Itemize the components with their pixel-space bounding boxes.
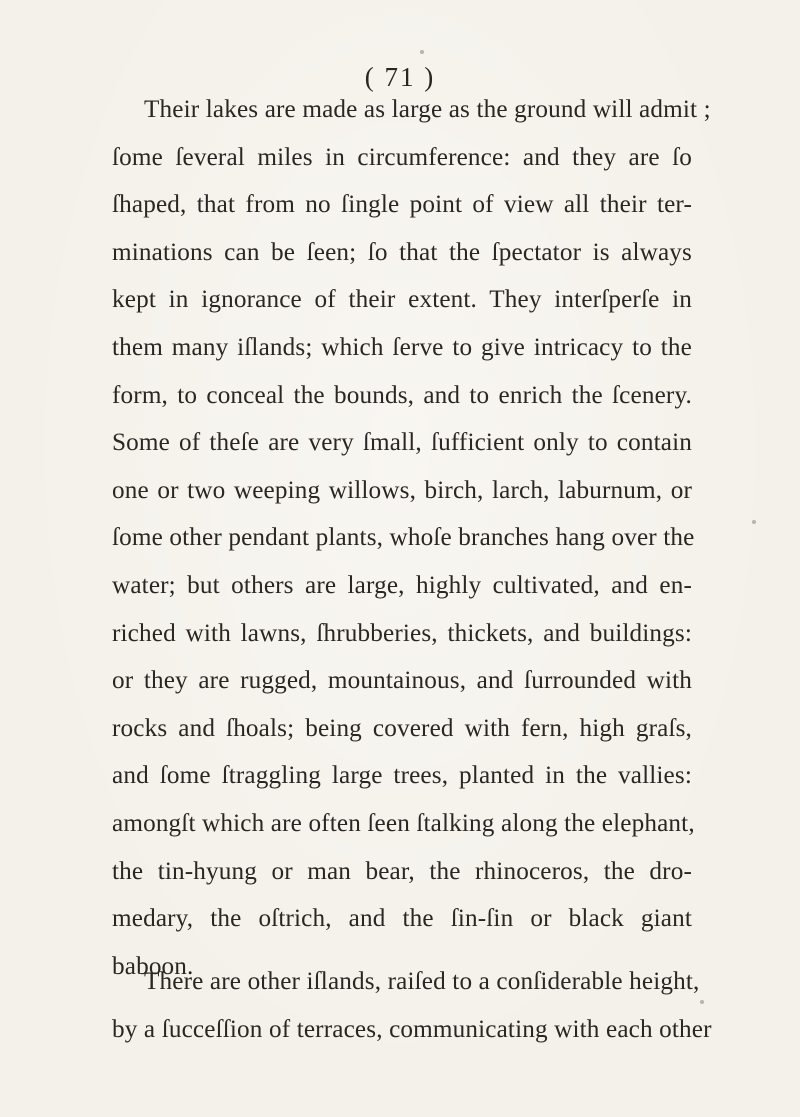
- text-line: one or two weeping willows, birch, larch, laburnum, or: [112, 476, 692, 504]
- paragraph-2: [112, 958, 712, 1053]
- paper-speck: [420, 50, 424, 54]
- text-line: Some of theſe are very ſmall, ſufficient only to contain: [112, 429, 692, 457]
- text-line: Their lakes are made as large as the ground will admit ;: [144, 96, 711, 123]
- paragraph-1: [112, 86, 711, 990]
- text-line: them many iſlands; which ſerve to give intricacy to the: [112, 333, 692, 361]
- paper-speck: [752, 520, 756, 524]
- text-line: medary, the oſtrich, and the ſin-ſin or black giant: [112, 905, 692, 933]
- text-line: rocks and ſhoals; being covered with fern, high graſs,: [112, 714, 692, 742]
- paper-speck: [700, 1000, 704, 1004]
- text-line: riched with lawns, ſhrubberies, thickets, and buildings:: [112, 619, 692, 647]
- text-line: the tin-hyung or man bear, the rhinoceros, the dro-: [112, 857, 692, 885]
- text-line: baboon.: [112, 952, 194, 980]
- text-line: ſome other pendant plants, whoſe branches hang over the: [112, 524, 695, 552]
- text-line: minations can be ſeen; ſo that the ſpectator is always: [112, 238, 692, 266]
- text-line: form, to conceal the bounds, and to enrich the ſcenery.: [112, 381, 692, 409]
- page-number: ( 71 ): [364, 62, 436, 92]
- text-line: ſome ſeveral miles in circumference: and they are ſo: [112, 143, 692, 171]
- text-line: amongſt which are often ſeen ſtalking along the elephant,: [112, 809, 695, 837]
- text-line: by a ſucceſſion of terraces, communicating with each other: [112, 1015, 712, 1043]
- text-line: ſhaped, that from no ſingle point of view all their ter-: [112, 191, 692, 219]
- text-line: There are other iſlands, raiſed to a conſiderable height,: [144, 968, 700, 995]
- text-line: or they are rugged, mountainous, and ſurrounded with: [112, 667, 692, 695]
- text-line: water; but others are large, highly cultivated, and en-: [112, 571, 692, 599]
- text-line: kept in ignorance of their extent. They interſperſe in: [112, 286, 692, 314]
- text-line: and ſome ſtraggling large trees, planted in the vallies:: [112, 762, 692, 790]
